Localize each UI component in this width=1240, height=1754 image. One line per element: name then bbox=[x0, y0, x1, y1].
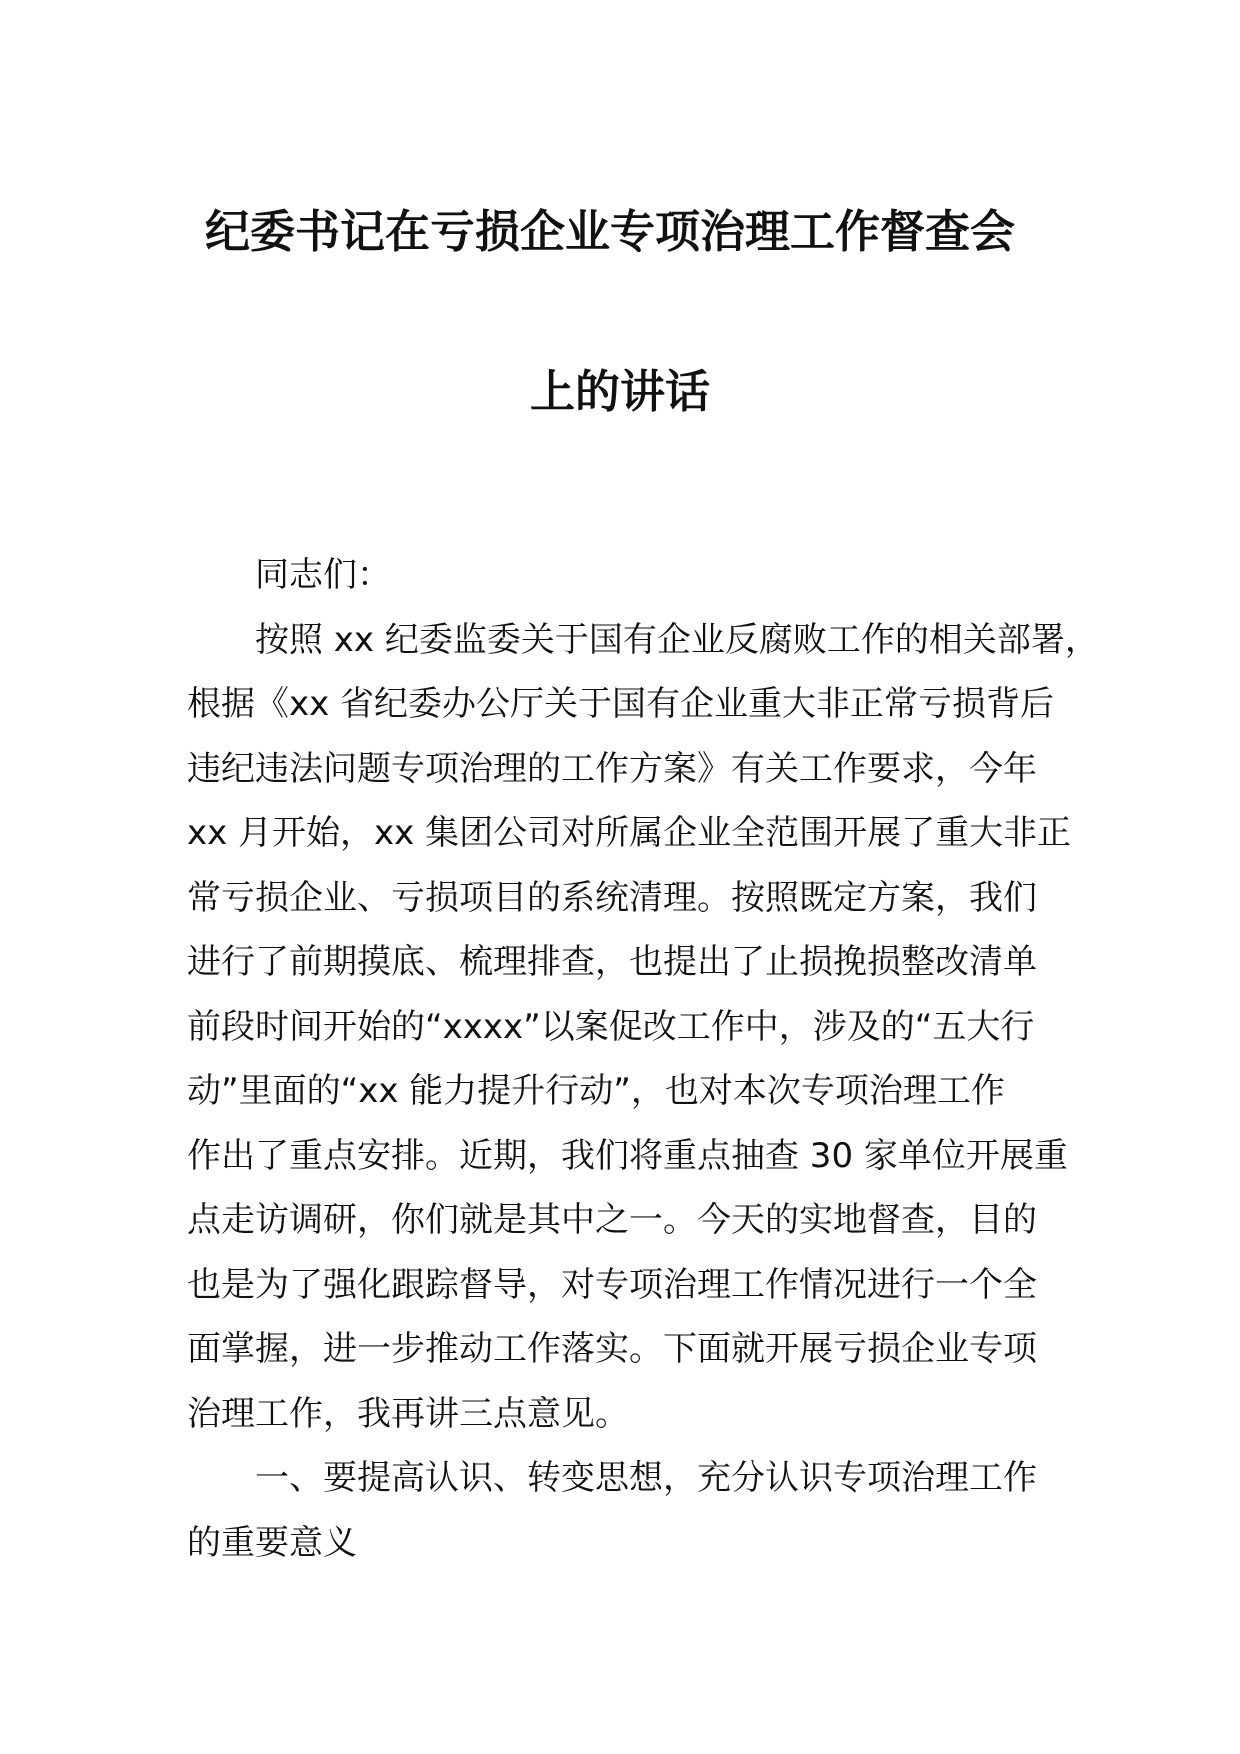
paragraph-line: 动”里面的“xx 能力提升行动”，也对本次专项治理工作 bbox=[187, 1071, 1005, 1111]
paragraph-line: 根据《xx 省纪委办公厅关于国有企业重大非正常亏损背后 bbox=[187, 684, 1055, 724]
paragraph-line: 违纪违法问题专项治理的工作方案》有关工作要求，今年 bbox=[187, 748, 1037, 789]
paragraph-line: 作出了重点安排。近期，我们将重点抽查 30 家单位开展重 bbox=[187, 1135, 1068, 1176]
paragraph-line: 进行了前期摸底、梳理排查，也提出了止损挽损整改清单 bbox=[187, 942, 1037, 982]
section-heading-line: 一、要提高认识、转变思想，充分认识专项治理工作 bbox=[255, 1458, 1037, 1498]
paragraph-line: 前段时间开始的“xxxx”以案促改工作中，涉及的“五大行 bbox=[187, 1006, 1035, 1047]
paragraph-line: xx 月开始，xx 集团公司对所属企业全范围开展了重大非正 bbox=[187, 813, 1072, 853]
paragraph-line: 也是为了强化跟踪督导，对专项治理工作情况进行一个全 bbox=[187, 1264, 1037, 1305]
paragraph-line: 常亏损企业、亏损项目的系统清理。按照既定方案，我们 bbox=[187, 877, 1037, 918]
paragraph-line: 按照 xx 纪委监委关于国有企业反腐败工作的相关部署， bbox=[255, 619, 1099, 660]
paragraph-line: 点走访调研，你们就是其中之一。今天的实地督查，目的 bbox=[187, 1200, 1037, 1240]
document-title-line-2: 上的讲话 bbox=[529, 365, 710, 418]
document-body bbox=[187, 543, 1099, 1575]
paragraph-line: 面掌握，进一步推动工作落实。下面就开展亏损企业专项 bbox=[187, 1329, 1037, 1369]
paragraph-line: 治理工作，我再讲三点意见。 bbox=[187, 1393, 629, 1434]
salutation: 同志们： bbox=[255, 555, 391, 595]
document-title-line-1: 纪委书记在亏损企业专项治理工作督查会 bbox=[204, 205, 1015, 258]
section-heading-line: 的重要意义 bbox=[187, 1522, 357, 1563]
